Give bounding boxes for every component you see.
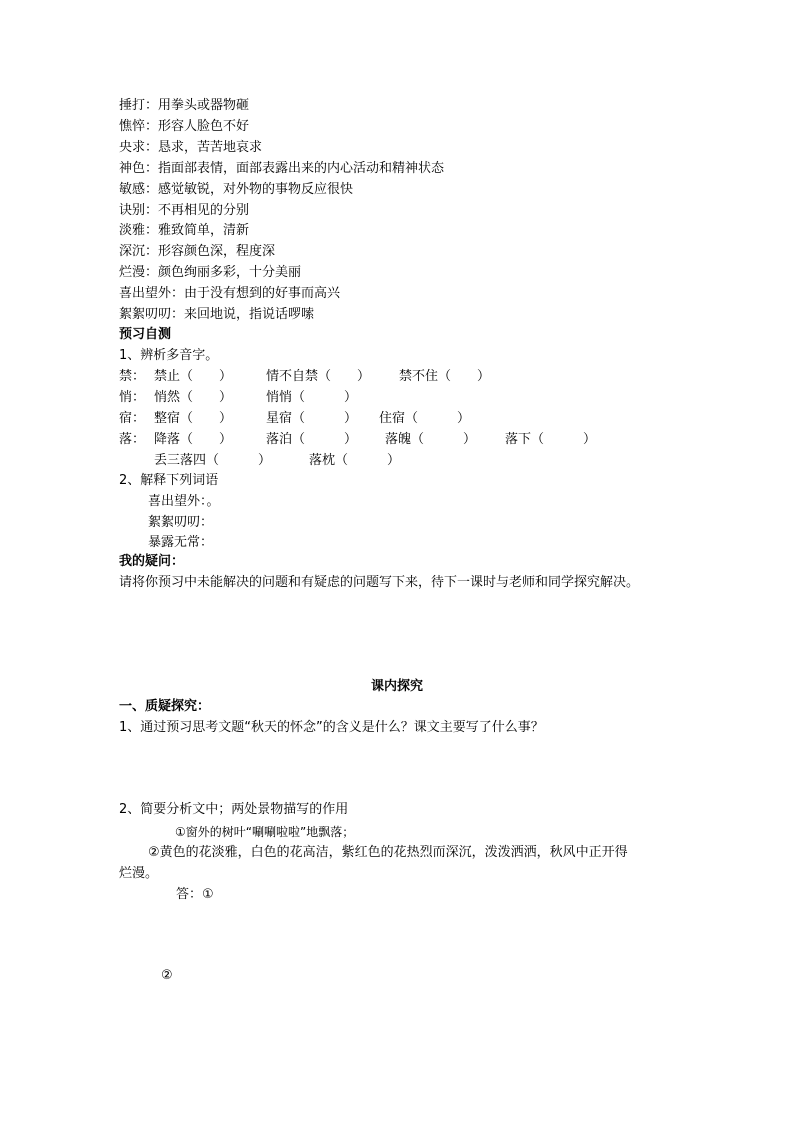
preview-question-1: 1、辨析多音字。 [119,348,219,363]
vocab-line: 喜出望外：由于没有想到的好事而高兴 [119,286,341,301]
vocab-line: 捶打：用拳头或器物砸 [119,98,250,113]
word-to-explain: 絮絮叨叨： [148,515,214,530]
polyphone-row [119,388,679,408]
vocab-line: 憔悴：形容人脸色不好 [119,119,250,134]
polyphone-item: 落下（ ） [505,432,597,447]
polyphone-item: 降落（ ） [154,432,233,447]
polyphone-char: 落： [119,432,146,447]
polyphone-row [119,451,679,471]
polyphone-item: 悄悄（ ） [266,390,358,405]
answer-2: ② [161,968,173,983]
polyphone-row [119,367,679,387]
inclass-question-1: 1、通过预习思考文题“秋天的怀念”的含义是什么？课文主要写了什么事？ [119,720,544,735]
vocab-line: 烂漫：颜色绚丽多彩，十分美丽 [119,265,302,280]
polyphone-item: 情不自禁（ ） [266,369,371,384]
vocab-line: 絮絮叨叨：来回地说，指说话啰嗦 [119,307,315,322]
polyphone-item: 落魄（ ） [385,432,477,447]
polyphone-item: 悄然（ ） [154,390,233,405]
question-heading: 我的疑问： [119,554,185,569]
polyphone-item: 丢三落四（ ） [154,453,272,468]
polyphone-row [119,409,679,429]
polyphone-item: 星宿（ ） [266,411,358,426]
vocab-line: 淡雅：雅致简单，清新 [119,223,250,238]
polyphone-char: 宿： [119,411,146,426]
polyphone-item: 落泊（ ） [266,432,358,447]
polyphone-item: 整宿（ ） [154,411,233,426]
vocab-line: 央求：恳求，苦苦地哀求 [119,140,263,155]
question-text: 请将你预习中未能解决的问题和有疑虑的问题写下来，待下一课时与老师和同学探究解决。 [119,575,640,590]
answer-1: 答：① [176,887,214,902]
polyphone-item: 住宿（ ） [379,411,471,426]
polyphone-item: 落枕（ ） [309,453,401,468]
preview-heading: 预习自测 [119,327,172,342]
polyphone-item: 禁不住（ ） [399,369,491,384]
quote-2-continued: 烂漫。 [119,866,159,881]
polyphone-row [119,430,679,450]
preview-question-2: 2、解释下列词语 [119,473,219,488]
vocab-line: 诀别：不再相见的分别 [119,203,250,218]
word-to-explain: 暴露无常： [148,535,214,550]
quote-1: ①窗外的树叶“唰唰啦啦”地飘落； [175,825,355,839]
vocab-line: 深沉：形容颜色深，程度深 [119,244,276,259]
vocab-line: 神色：指面部表情，面部表露出来的内心活动和精神状态 [119,161,445,176]
word-to-explain: 喜出望外：。 [148,494,220,509]
polyphone-item: 禁止（ ） [154,369,233,384]
section-title: 课内探究 [370,679,423,694]
section-heading: 一、质疑探究： [119,699,211,714]
polyphone-char: 悄： [119,390,146,405]
inclass-question-2: 2、简要分析文中；两处景物描写的作用 [119,802,349,817]
quote-2: ②黄色的花淡雅，白色的花高洁，紫红色的花热烈而深沉，泼泼洒洒，秋风中正开得 [148,845,628,860]
vocab-line: 敏感：感觉敏锐，对外物的事物反应很快 [119,182,354,197]
polyphone-char: 禁： [119,369,146,384]
